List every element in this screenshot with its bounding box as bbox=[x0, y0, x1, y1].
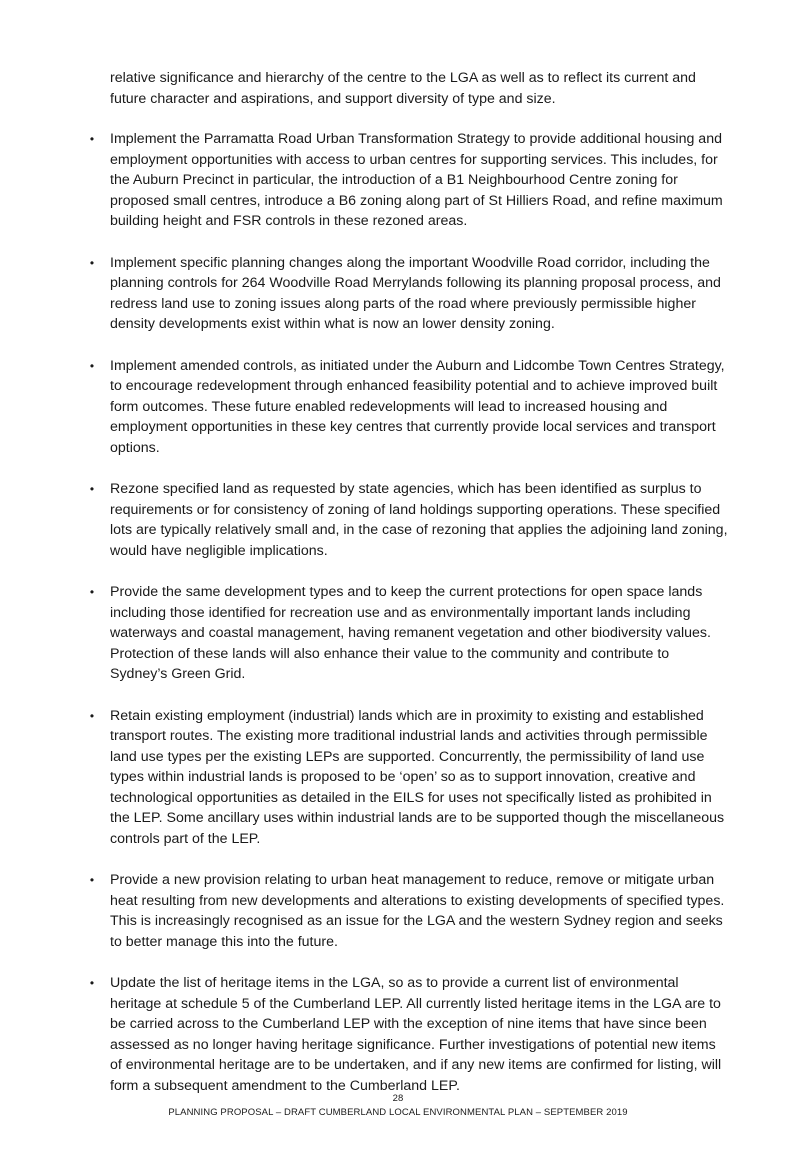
bullet-icon: • bbox=[89, 358, 95, 373]
intro-paragraph: relative significance and hierarchy of the centre to the LGA as well as to reflect its current and future character and aspirations, and support diversity of type and size. bbox=[110, 70, 696, 107]
bullet-icon: • bbox=[89, 976, 95, 990]
bullet-text: Provide the same development types and to keep the current protections for open space lands including those identified for recreation use and as environmentally important lands including waterways and coastal management, having remanent vegetation and other biodiversity values. Protection of these lands will also enhance their value to the community and contribute to Sydney’s Green Grid. bbox=[110, 584, 711, 682]
bullet-item-4 bbox=[89, 479, 728, 561]
bullet-item-8 bbox=[89, 973, 728, 1096]
footer-title: PLANNING PROPOSAL – DRAFT CUMBERLAND LOCAL ENVIRONMENTAL PLAN – SEPTEMBER 2019 bbox=[168, 1107, 628, 1118]
bullet-item-2 bbox=[89, 253, 728, 335]
bullet-text: Update the list of heritage items in the LGA, so as to provide a current list of environmental heritage at schedule 5 of the Cumberland LEP. All currently listed heritage items in the LGA are to be carried across to the Cumberland LEP with the exception of nine items that have since been assessed as no longer having heritage significance. Further investigations of potential new items of environmental heritage are to be undertaken, and if any new items are confirmed for listing, will form a subsequent amendment to the Cumberland LEP. bbox=[110, 975, 722, 1094]
bullet-text: Implement amended controls, as initiated under the Auburn and Lidcombe Town Centres Strategy, to encourage redevelopment through enhanced feasibility potential and to achieve improved built form outcomes. These future enabled redevelopments will lead to increased housing and employment opportunities in these key centres that currently provide local services and transport options. bbox=[110, 357, 725, 456]
bullet-item-7 bbox=[89, 870, 728, 952]
page-number: 28 bbox=[392, 1093, 404, 1104]
bullet-icon: • bbox=[89, 585, 95, 599]
bullet-item-1 bbox=[89, 129, 728, 232]
bullet-text: Retain existing employment (industrial) lands which are in proximity to existing and established transport routes. The existing more traditional industrial lands and activities through permissible land use types per the existing LEPs are supported. Concurrently, the permissibility of land use types within industrial lands is proposed to be ‘open’ so as to support innovation, creative and technological opportunities as detailed in the EILS for uses not specifically listed as prohibited in the LEP. Some ancillary uses within industrial lands are to be supported though the miscellaneous controls part of the LEP. bbox=[110, 707, 725, 847]
bullet-item-5 bbox=[89, 582, 728, 685]
bullet-text: Implement the Parramatta Road Urban Transformation Strategy to provide additional housing and employment opportunities with access to urban centres for supporting services. This includes, for the Auburn Precinct in particular, the introduction of a B1 Neighbourhood Centre zoning for proposed small centres, introduce a B6 zoning along part of St Hilliers Road, and refine maximum building height and FSR controls in these rezoned areas. bbox=[110, 131, 723, 229]
bullet-icon: • bbox=[89, 132, 95, 146]
bullet-icon: • bbox=[89, 255, 95, 270]
bullet-text: Provide a new provision relating to urban heat management to reduce, remove or mitigate urban heat resulting from new developments and alterations to existing developments of specified types. This is increasingly recognised as an issue for the LGA and the western Sydney region and seeks to better manage this into the future. bbox=[110, 872, 725, 950]
bullet-text: Rezone specified land as requested by state agencies, which has been identified as surplus to requirements or for consistency of zoning of land holdings supporting operations. These specified lots are typically relatively small and, in the case of rezoning that applies the adjoining land zoning, would have negligible implications. bbox=[110, 481, 728, 559]
page-body bbox=[89, 68, 728, 1096]
bullet-icon: • bbox=[89, 482, 95, 496]
bullet-icon: • bbox=[89, 873, 95, 887]
bullet-icon: • bbox=[89, 708, 95, 723]
bullet-item-6 bbox=[89, 706, 728, 850]
bullet-item-3 bbox=[89, 356, 728, 459]
bullet-text: Implement specific planning changes along the important Woodville Road corridor, including the planning controls for 264 Woodville Road Merrylands following its planning proposal process, and redress land use to zoning issues along parts of the road where previously permissible higher density developments exist within what is now an lower density zoning. bbox=[110, 254, 721, 332]
